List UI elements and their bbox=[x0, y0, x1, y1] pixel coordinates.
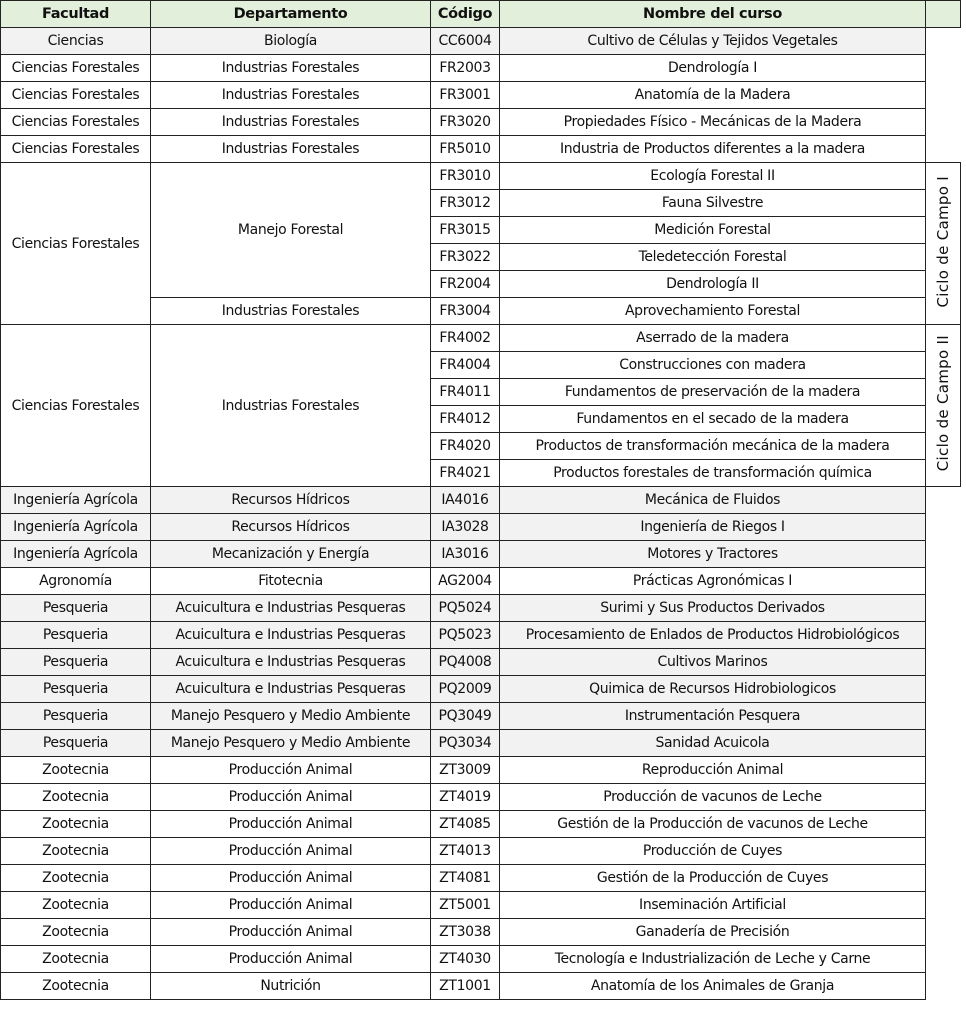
table-row bbox=[1, 28, 961, 55]
cell-nombre: Motores y Tractores bbox=[500, 541, 926, 568]
cell-facultad: Ciencias Forestales bbox=[1, 136, 151, 163]
table-row bbox=[1, 838, 961, 865]
cell-nombre: Dendrología II bbox=[500, 271, 926, 298]
cell-nombre: Producción de Cuyes bbox=[500, 838, 926, 865]
cell-codigo: CC6004 bbox=[431, 28, 500, 55]
cell-departamento: Industrias Forestales bbox=[151, 109, 431, 136]
cell-facultad: Pesqueria bbox=[1, 649, 151, 676]
cell-facultad: Ingeniería Agrícola bbox=[1, 541, 151, 568]
lower-rows bbox=[1, 487, 961, 1000]
cell-departamento: Industrias Forestales bbox=[151, 55, 431, 82]
cell-nombre: Surimi y Sus Productos Derivados bbox=[500, 595, 926, 622]
header-row bbox=[1, 1, 961, 28]
cell-nombre: Ecología Forestal II bbox=[500, 163, 926, 190]
cell-nombre: Gestión de la Producción de Cuyes bbox=[500, 865, 926, 892]
cell-codigo: FR5010 bbox=[431, 136, 500, 163]
cell-nombre: Fundamentos en el secado de la madera bbox=[500, 406, 926, 433]
cell-nombre: Anatomía de los Animales de Granja bbox=[500, 973, 926, 1000]
cell-codigo: FR4011 bbox=[431, 379, 500, 406]
cell-departamento: Producción Animal bbox=[151, 811, 431, 838]
cell-nombre: Construcciones con madera bbox=[500, 352, 926, 379]
cell-facultad: Zootecnia bbox=[1, 757, 151, 784]
cell-nombre: Anatomía de la Madera bbox=[500, 82, 926, 109]
cell-codigo: AG2004 bbox=[431, 568, 500, 595]
header-nombre: Nombre del curso bbox=[500, 1, 926, 28]
cycle-label-cell bbox=[926, 325, 961, 487]
cell-departamento: Producción Animal bbox=[151, 757, 431, 784]
cell-departamento: Producción Animal bbox=[151, 946, 431, 973]
cell-codigo: FR3001 bbox=[431, 82, 500, 109]
spacer-cell bbox=[926, 946, 961, 973]
table-row bbox=[1, 622, 961, 649]
spacer-cell bbox=[926, 28, 961, 55]
cell-codigo: FR3022 bbox=[431, 244, 500, 271]
cell-codigo: FR3010 bbox=[431, 163, 500, 190]
cell-facultad: Pesqueria bbox=[1, 595, 151, 622]
header-spacer bbox=[926, 1, 961, 28]
table-row bbox=[1, 136, 961, 163]
cell-departamento: Producción Animal bbox=[151, 892, 431, 919]
table-row bbox=[1, 55, 961, 82]
cycle-label-cell bbox=[926, 163, 961, 325]
cell-codigo: FR3012 bbox=[431, 190, 500, 217]
cell-departamento: Acuicultura e Industrias Pesqueras bbox=[151, 676, 431, 703]
cell-nombre: Mecánica de Fluidos bbox=[500, 487, 926, 514]
spacer-cell bbox=[926, 622, 961, 649]
cell-facultad: Ciencias Forestales bbox=[1, 55, 151, 82]
spacer-cell bbox=[926, 595, 961, 622]
cell-facultad: Pesqueria bbox=[1, 703, 151, 730]
cell-departamento: Recursos Hídricos bbox=[151, 487, 431, 514]
cell-nombre: Propiedades Físico - Mecánicas de la Madera bbox=[500, 109, 926, 136]
cell-departamento: Acuicultura e Industrias Pesqueras bbox=[151, 595, 431, 622]
cell-nombre: Sanidad Acuicola bbox=[500, 730, 926, 757]
spacer-cell bbox=[926, 811, 961, 838]
cell-codigo: IA3028 bbox=[431, 514, 500, 541]
cell-codigo: ZT3038 bbox=[431, 919, 500, 946]
table-row bbox=[1, 595, 961, 622]
spacer-cell bbox=[926, 568, 961, 595]
table-row bbox=[1, 730, 961, 757]
cell-nombre: Quimica de Recursos Hidrobiologicos bbox=[500, 676, 926, 703]
header-facultad: Facultad bbox=[1, 1, 151, 28]
spacer-cell bbox=[926, 892, 961, 919]
cell-codigo: ZT1001 bbox=[431, 973, 500, 1000]
cell-codigo: PQ2009 bbox=[431, 676, 500, 703]
header-codigo: Código bbox=[431, 1, 500, 28]
cell-facultad: Ciencias bbox=[1, 28, 151, 55]
cell-codigo: PQ5023 bbox=[431, 622, 500, 649]
spacer-cell bbox=[926, 649, 961, 676]
spacer-cell bbox=[926, 136, 961, 163]
header-departamento: Departamento bbox=[151, 1, 431, 28]
cell-nombre: Cultivos Marinos bbox=[500, 649, 926, 676]
cell-codigo: FR4012 bbox=[431, 406, 500, 433]
cell-codigo: ZT4030 bbox=[431, 946, 500, 973]
cell-departamento: Acuicultura e Industrias Pesqueras bbox=[151, 622, 431, 649]
cell-codigo: PQ4008 bbox=[431, 649, 500, 676]
cell-departamento: Industrias Forestales bbox=[151, 298, 431, 325]
cell-nombre: Producción de vacunos de Leche bbox=[500, 784, 926, 811]
spacer-cell bbox=[926, 541, 961, 568]
cell-departamento: Fitotecnia bbox=[151, 568, 431, 595]
cell-nombre: Fundamentos de preservación de la madera bbox=[500, 379, 926, 406]
table-row bbox=[1, 568, 961, 595]
cell-codigo: PQ5024 bbox=[431, 595, 500, 622]
cell-nombre: Cultivo de Células y Tejidos Vegetales bbox=[500, 28, 926, 55]
table-row bbox=[1, 649, 961, 676]
cell-nombre: Teledetección Forestal bbox=[500, 244, 926, 271]
cell-nombre: Instrumentación Pesquera bbox=[500, 703, 926, 730]
cell-codigo: FR3015 bbox=[431, 217, 500, 244]
cell-facultad: Zootecnia bbox=[1, 811, 151, 838]
cell-departamento-merged: Manejo Forestal bbox=[151, 163, 431, 298]
cell-nombre: Inseminación Artificial bbox=[500, 892, 926, 919]
cell-facultad: Pesqueria bbox=[1, 676, 151, 703]
cell-facultad: Zootecnia bbox=[1, 784, 151, 811]
cell-facultad: Ciencias Forestales bbox=[1, 109, 151, 136]
cell-facultad-merged: Ciencias Forestales bbox=[1, 163, 151, 325]
cell-codigo: IA3016 bbox=[431, 541, 500, 568]
cell-departamento: Producción Animal bbox=[151, 919, 431, 946]
table-row bbox=[1, 514, 961, 541]
cell-nombre: Ganadería de Precisión bbox=[500, 919, 926, 946]
cell-codigo: PQ3034 bbox=[431, 730, 500, 757]
cell-codigo: FR3020 bbox=[431, 109, 500, 136]
cell-departamento: Industrias Forestales bbox=[151, 136, 431, 163]
cell-nombre: Tecnología e Industrialización de Leche y Carne bbox=[500, 946, 926, 973]
spacer-cell bbox=[926, 703, 961, 730]
cell-departamento: Recursos Hídricos bbox=[151, 514, 431, 541]
cell-facultad-merged: Ciencias Forestales bbox=[1, 325, 151, 487]
spacer-cell bbox=[926, 82, 961, 109]
spacer-cell bbox=[926, 55, 961, 82]
cell-nombre: Aprovechamiento Forestal bbox=[500, 298, 926, 325]
table-row bbox=[1, 541, 961, 568]
cell-facultad: Zootecnia bbox=[1, 919, 151, 946]
cell-departamento-merged: Industrias Forestales bbox=[151, 325, 431, 487]
spacer-cell bbox=[926, 514, 961, 541]
table-row bbox=[1, 325, 961, 352]
cell-codigo: ZT4019 bbox=[431, 784, 500, 811]
table-row bbox=[1, 109, 961, 136]
cell-nombre: Aserrado de la madera bbox=[500, 325, 926, 352]
cell-codigo: ZT4085 bbox=[431, 811, 500, 838]
cell-departamento: Manejo Pesquero y Medio Ambiente bbox=[151, 703, 431, 730]
cell-codigo: FR4002 bbox=[431, 325, 500, 352]
spacer-cell bbox=[926, 730, 961, 757]
cell-codigo: ZT4013 bbox=[431, 838, 500, 865]
cell-departamento: Producción Animal bbox=[151, 865, 431, 892]
cell-nombre: Prácticas Agronómicas I bbox=[500, 568, 926, 595]
cycle-1-label: Ciclo de Campo I bbox=[934, 175, 952, 308]
table-row bbox=[1, 946, 961, 973]
table-row bbox=[1, 784, 961, 811]
cell-nombre: Procesamiento de Enlados de Productos Hidrobiológicos bbox=[500, 622, 926, 649]
cell-departamento: Industrias Forestales bbox=[151, 82, 431, 109]
spacer-cell bbox=[926, 865, 961, 892]
cell-departamento: Acuicultura e Industrias Pesqueras bbox=[151, 649, 431, 676]
cell-facultad: Zootecnia bbox=[1, 838, 151, 865]
table-row bbox=[1, 892, 961, 919]
cell-facultad: Zootecnia bbox=[1, 865, 151, 892]
cell-nombre: Productos forestales de transformación química bbox=[500, 460, 926, 487]
table-row bbox=[1, 676, 961, 703]
cell-codigo: ZT5001 bbox=[431, 892, 500, 919]
spacer-cell bbox=[926, 838, 961, 865]
cell-nombre: Medición Forestal bbox=[500, 217, 926, 244]
spacer-cell bbox=[926, 784, 961, 811]
table-row bbox=[1, 811, 961, 838]
table-row bbox=[1, 757, 961, 784]
cell-facultad: Zootecnia bbox=[1, 946, 151, 973]
cycle-2-label: Ciclo de Campo II bbox=[934, 335, 952, 472]
cell-nombre: Reproducción Animal bbox=[500, 757, 926, 784]
table-row bbox=[1, 703, 961, 730]
cell-nombre: Dendrología I bbox=[500, 55, 926, 82]
cell-departamento: Producción Animal bbox=[151, 838, 431, 865]
cell-codigo: FR4021 bbox=[431, 460, 500, 487]
cell-facultad: Ingeniería Agrícola bbox=[1, 487, 151, 514]
table-row bbox=[1, 487, 961, 514]
cell-nombre: Industria de Productos diferentes a la madera bbox=[500, 136, 926, 163]
cell-codigo: FR2003 bbox=[431, 55, 500, 82]
cell-departamento: Mecanización y Energía bbox=[151, 541, 431, 568]
cell-codigo: FR4004 bbox=[431, 352, 500, 379]
cell-departamento: Nutrición bbox=[151, 973, 431, 1000]
cell-departamento: Manejo Pesquero y Medio Ambiente bbox=[151, 730, 431, 757]
spacer-cell bbox=[926, 919, 961, 946]
cell-codigo: FR3004 bbox=[431, 298, 500, 325]
table-row bbox=[1, 865, 961, 892]
spacer-cell bbox=[926, 487, 961, 514]
cell-departamento: Biología bbox=[151, 28, 431, 55]
cell-codigo: PQ3049 bbox=[431, 703, 500, 730]
table-row bbox=[1, 82, 961, 109]
cell-facultad: Pesqueria bbox=[1, 730, 151, 757]
table-row bbox=[1, 973, 961, 1000]
cell-codigo: FR2004 bbox=[431, 271, 500, 298]
spacer-cell bbox=[926, 676, 961, 703]
table-row bbox=[1, 163, 961, 190]
cell-nombre: Ingeniería de Riegos I bbox=[500, 514, 926, 541]
cell-codigo: ZT3009 bbox=[431, 757, 500, 784]
cell-facultad: Zootecnia bbox=[1, 973, 151, 1000]
table-row bbox=[1, 919, 961, 946]
cell-codigo: ZT4081 bbox=[431, 865, 500, 892]
spacer-cell bbox=[926, 973, 961, 1000]
cell-facultad: Zootecnia bbox=[1, 892, 151, 919]
cell-nombre: Fauna Silvestre bbox=[500, 190, 926, 217]
spacer-cell bbox=[926, 109, 961, 136]
cell-departamento: Producción Animal bbox=[151, 784, 431, 811]
spacer-cell bbox=[926, 757, 961, 784]
cell-facultad: Agronomía bbox=[1, 568, 151, 595]
cell-facultad: Ciencias Forestales bbox=[1, 82, 151, 109]
cell-nombre: Productos de transformación mecánica de la madera bbox=[500, 433, 926, 460]
cell-codigo: FR4020 bbox=[431, 433, 500, 460]
cell-facultad: Pesqueria bbox=[1, 622, 151, 649]
cell-codigo: IA4016 bbox=[431, 487, 500, 514]
cell-nombre: Gestión de la Producción de vacunos de Leche bbox=[500, 811, 926, 838]
cell-facultad: Ingeniería Agrícola bbox=[1, 514, 151, 541]
